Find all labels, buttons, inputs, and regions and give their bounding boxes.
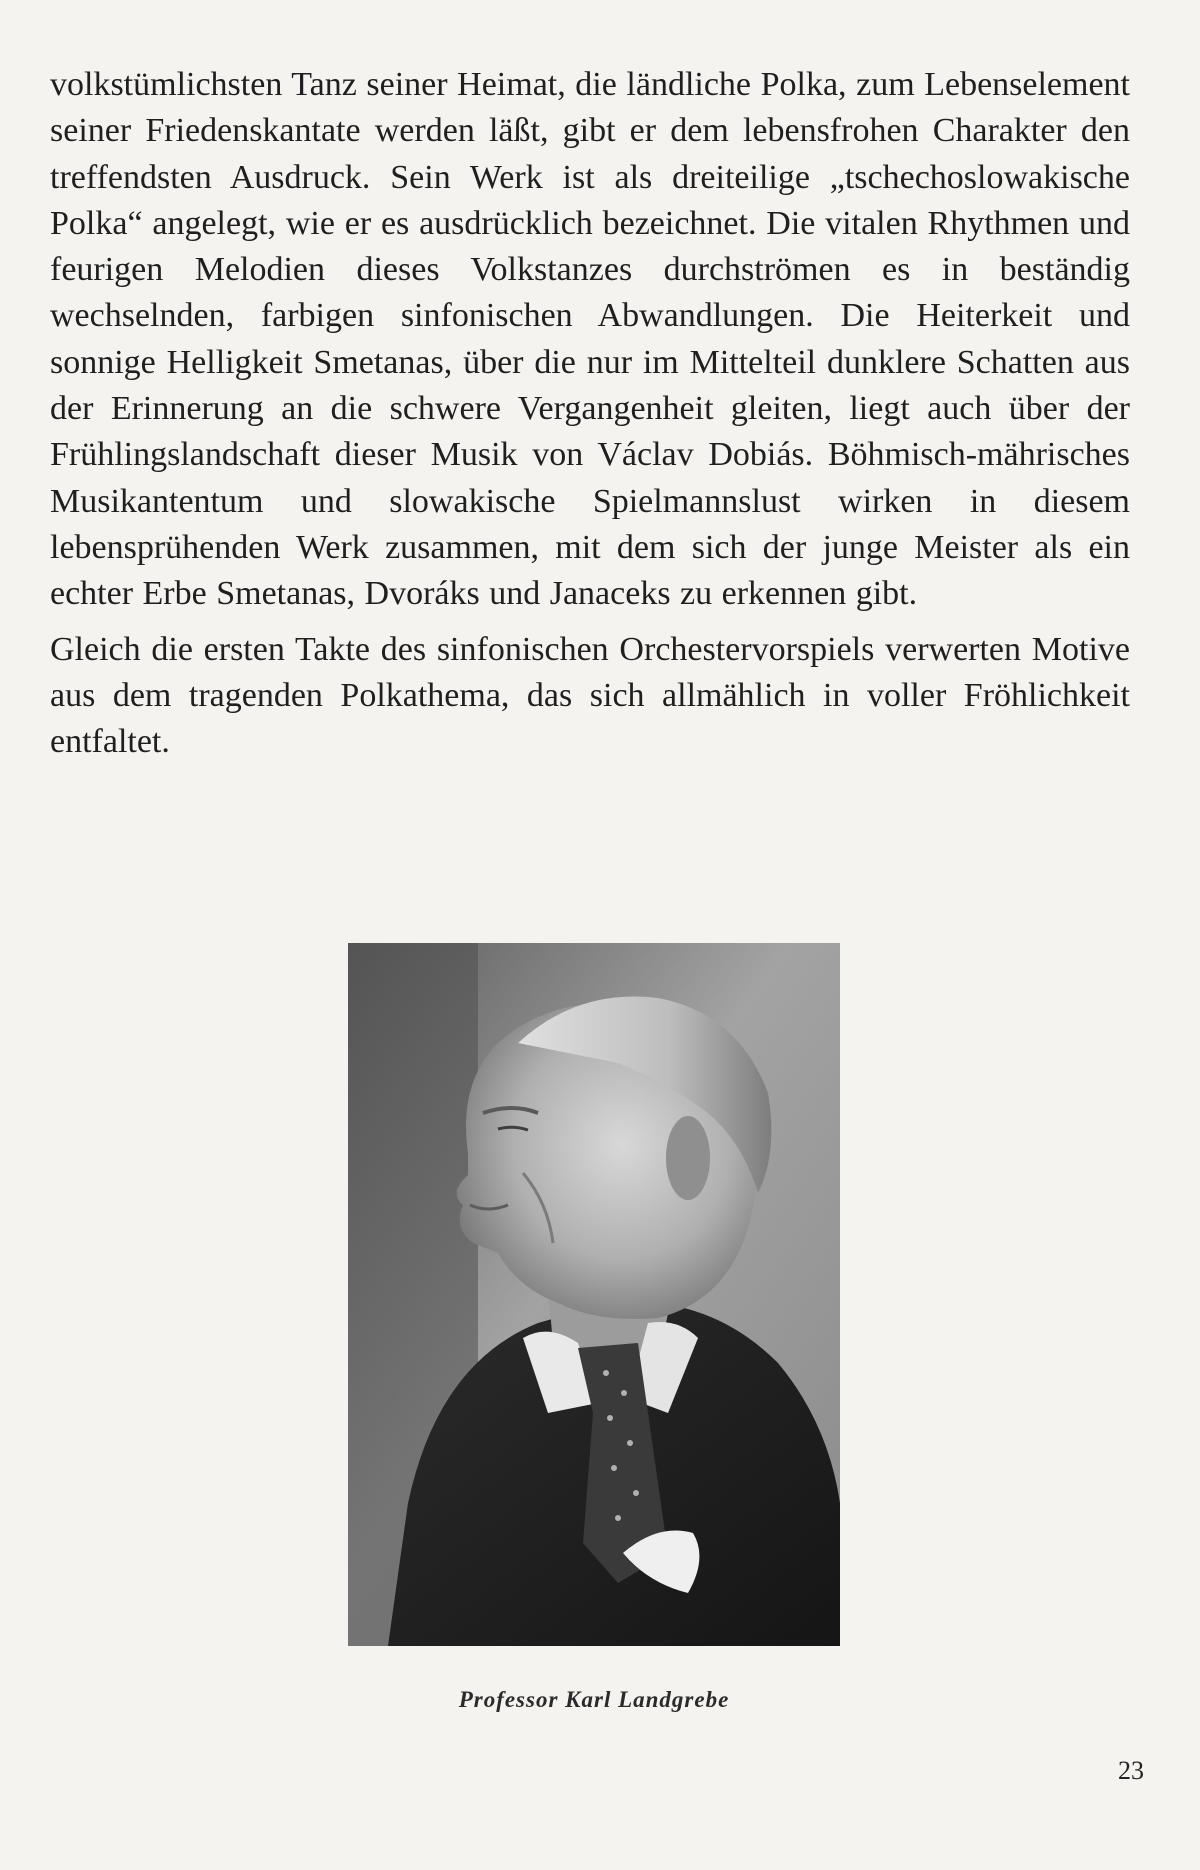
page-number: 23 [1118,1756,1144,1785]
photo-caption: Professor Karl Landgrebe [458,1687,730,1712]
body-paragraph-1: volkstümlichsten Tanz seiner Heimat, die ländliche Polka, zum Lebenselement seiner Friedenskantate werden läßt, gibt er dem lebensfrohen Charakter den treffendsten Ausdruck. Sein Werk ist als dreiteilige „tschechoslowakische Polka“ angelegt, wie er es ausdrücklich bezeichnet. Die vitalen Rhythmen und feurigen Melodien dieses Volkstanzes durchströmen es in beständig wechselnden, farbigen sinfonischen Abwandlungen. Die Heiterkeit und sonnige Helligkeit Smetanas, über die nur im Mittelteil dunklere Schatten aus der Erinnerung an die schwere Vergangenheit gleiten, liegt auch über der Frühlingslandschaft dieser Musik von Václav Dobiás. Böhmisch-mährisches Musikantentum und slowakische Spielmannslust wirken in diesem lebensprühenden Werk zusammen, mit dem sich der junge Meister als ein echter Erbe Smetanas, Dvoráks und Janaceks zu erkennen gibt. [50,66,1130,613]
portrait-photo [348,943,840,1646]
body-text [50,62,1130,765]
portrait-illustration [348,943,840,1646]
body-paragraph-2: Gleich die ersten Takte des sinfonischen Orchestervorspiels verwerten Motive aus dem tragenden Polkathema, das sich allmählich in voller Fröhlichkeit entfaltet. [50,630,1130,761]
